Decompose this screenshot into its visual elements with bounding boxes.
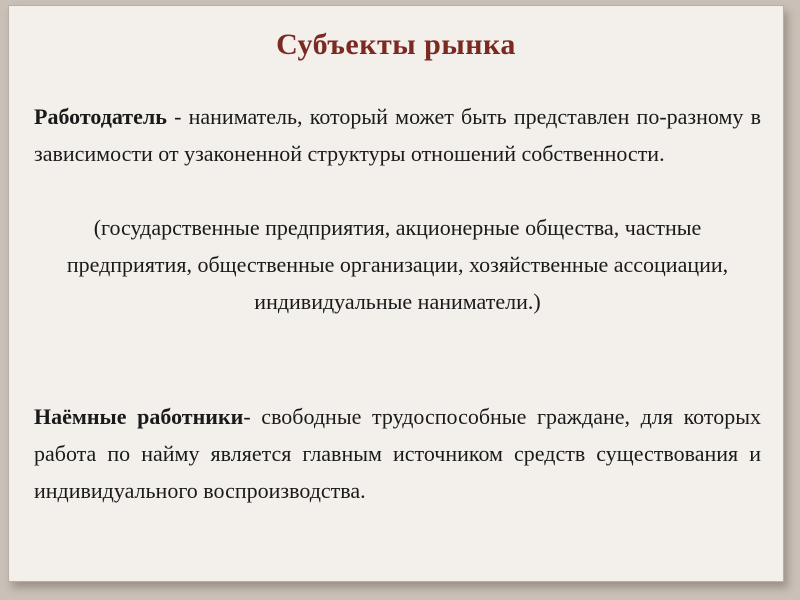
employer-definition: - наниматель, который может быть представлен по-разному в зависимости от узаконенной структуры отношений собственности. [34, 104, 761, 166]
employer-term: Работодатель [34, 104, 167, 129]
employees-paragraph [34, 398, 761, 509]
employees-term: Наёмные работники [34, 404, 244, 429]
employer-examples: (государственные предприятия, акционерные общества, частные предприятия, общественные организации, хозяйственные ассоциации, индивидуальные наниматели.) [66, 215, 729, 314]
employees-definition: - свободные трудоспособные граждане, для которых работа по найму является главным источником средств существования и индивидуального воспроизводства. [34, 404, 761, 503]
slide [8, 5, 784, 582]
employer-paragraph [34, 98, 761, 172]
slide-title: Субъекты рынка [276, 28, 516, 61]
